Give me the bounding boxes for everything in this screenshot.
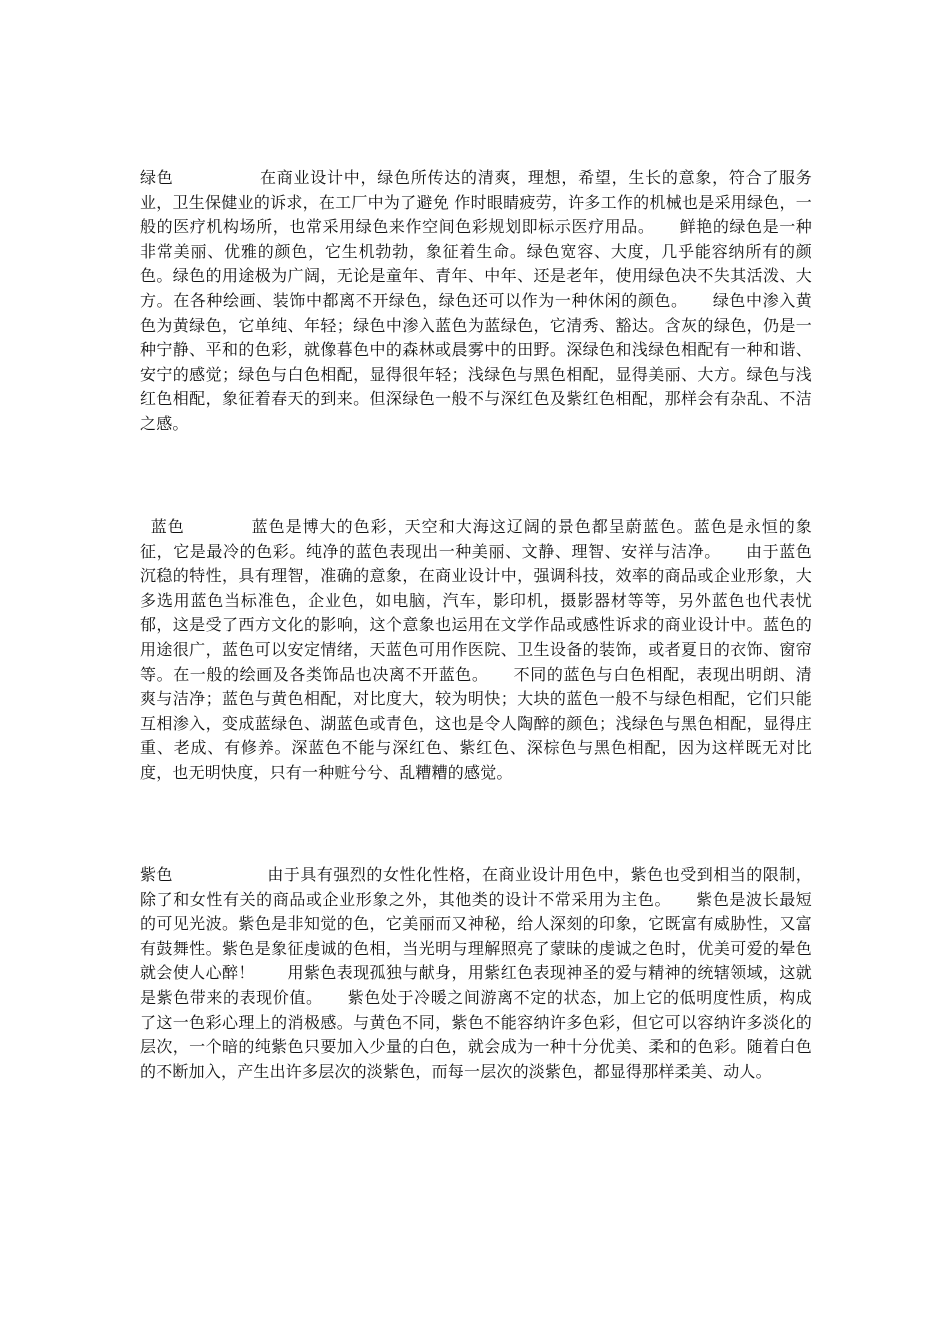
section-body-blue: 蓝色是博大的色彩，天空和大海这辽阔的景色都呈蔚蓝色。蓝色是永恒的象征，它是最冷的色彩。纯净的蓝色表现出一种美丽、文静、理智、安祥与洁净。 由于蓝色沉稳的特性，具有理智，准确的意象，在商业设计中，强调科技，效率的商品或企业形象，大多选用蓝色当标准色，企业色，如电脑，汽车，影印机，摄影器材等等，另外蓝色也代表忧郁，这是受了西方文化的影响，这个意象也运用在文学作品或感性诉求的商业设计中。蓝色的用途很广，蓝色可以安定情绪，天蓝色可用作医院、卫生设备的装饰，或者夏日的衣饰、窗帘等。在一般的绘画及各类饰品也决离不开蓝色。 不同的蓝色与白色相配，表现出明朗、清爽与洁净；蓝色与黄色相配，对比度大，较为明快；大块的蓝色一般不与绿色相配，它们只能互相渗入，变成蓝绿色、湖蓝色或青色，这也是令人陶醉的颜色；浅绿色与黑色相配，显得庄重、老成、有修养。深蓝色不能与深红色、紫红色、深棕色与黑色相配，因为这样既无对比度，也无明快度，只有一种赃兮兮、乱糟糟的感觉。 [140,517,812,782]
paragraph-blue [140,515,812,786]
section-title-blue: 蓝色 [150,517,185,536]
paragraph-purple [140,863,812,1084]
section-blue [140,515,812,786]
section-title-purple: 紫色 [140,865,174,884]
section-green [140,166,812,437]
paragraph-green [140,166,812,437]
section-body-green: 在商业设计中，绿色所传达的清爽，理想，希望，生长的意象，符合了服务业，卫生保健业的诉求，在工厂中为了避免 作时眼睛疲劳，许多工作的机械也是采用绿色，一般的医疗机构场所，也常采用绿色来作空间色彩规划即标示医疗用品。 鲜艳的绿色是一种非常美丽、优雅的颜色，它生机勃勃，象征着生命。绿色宽容、大度，几乎能容纳所有的颜色。绿色的用途极为广阔，无论是童年、青年、中年、还是老年，使用绿色决不失其活泼、大方。在各种绘画、装饰中都离不开绿色，绿色还可以作为一种休闲的颜色。 绿色中渗入黄色为黄绿色，它单纯、年轻；绿色中渗入蓝色为蓝绿色，它清秀、豁达。含灰的绿色，仍是一种宁静、平和的色彩，就像暮色中的森林或晨雾中的田野。深绿色和浅绿色相配有一种和谐、安宁的感觉；绿色与白色相配，显得很年轻；浅绿色与黑色相配，显得美丽、大方。绿色与浅红色相配，象征着春天的到来。但深绿色一般不与深红色及紫红色相配，那样会有杂乱、不洁之感。 [140,168,813,433]
section-body-purple: 由于具有强烈的女性化性格，在商业设计用色中，紫色也受到相当的限制，除了和女性有关的商品或企业形象之外，其他类的设计不常采用为主色。 紫色是波长最短的可见光波。紫色是非知觉的色，它美丽而又神秘，给人深刻的印象，它既富有威胁性，又富有鼓舞性。紫色是象征虔诚的色相，当光明与理解照亮了蒙昧的虔诚之色时，优美可爱的晕色就会使人心醉！ 用紫色表现孤独与献身，用紫红色表现神圣的爱与精神的统辖领域，这就是紫色带来的表现价值。 紫色处于冷暖之间游离不定的状态，加上它的低明度性质，构成了这一色彩心理上的消极感。与黄色不同，紫色不能容纳许多色彩，但它可以容纳许多淡化的层次，一个暗的纯紫色只要加入少量的白色，就会成为一种十分优美、柔和的色彩。随着白色的不断加入，产生出许多层次的淡紫色，而每一层次的淡紫色，都显得那样柔美、动人。 [140,865,812,1081]
section-title-green: 绿色 [140,168,174,187]
section-purple [140,863,812,1084]
